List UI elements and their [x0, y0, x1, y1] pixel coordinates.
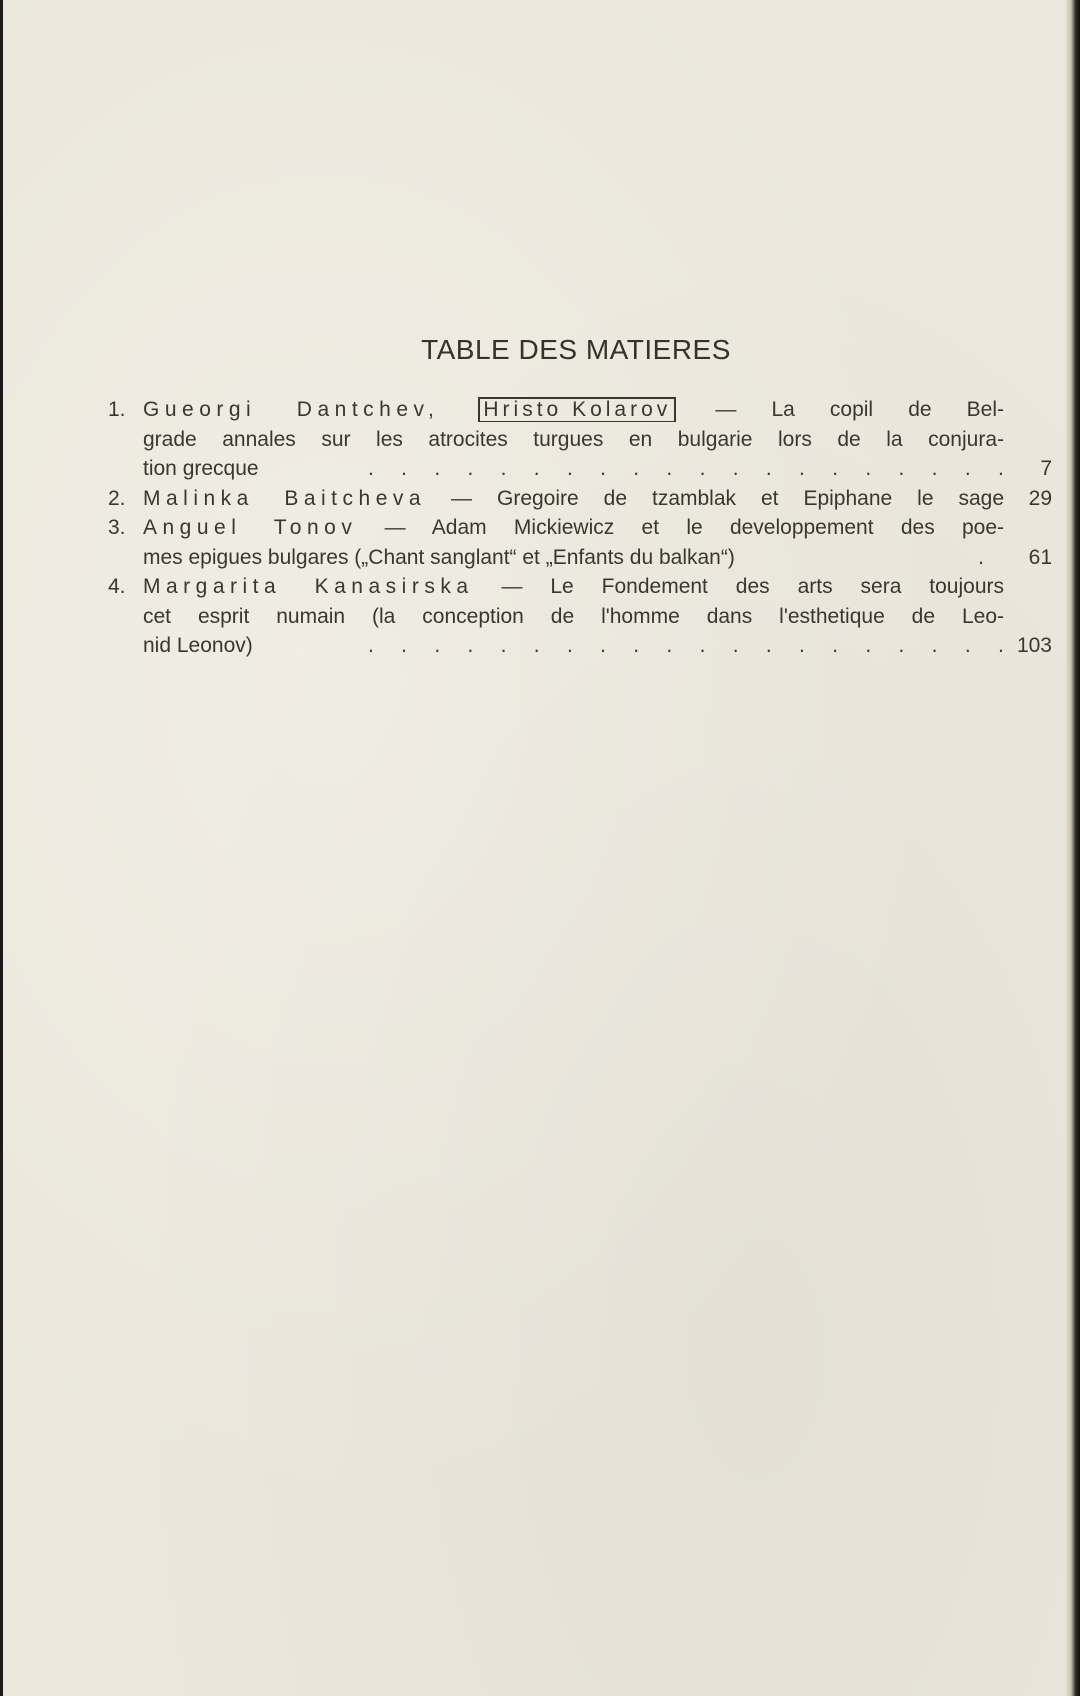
entry-page-number: 7 — [1040, 457, 1052, 480]
entry-author: Margarita Kanasirska — [143, 575, 474, 598]
entry-title-line: nid Leonov) — [143, 634, 253, 657]
entry-author: Malinka Baitcheva — [143, 486, 427, 510]
entry-number: 2. — [108, 486, 126, 510]
entry-page-number: 29 — [1028, 486, 1052, 510]
toc-entry-1 — [108, 395, 1052, 484]
toc-entry-4 — [108, 572, 1052, 661]
entry-title-line: mes epigues bulgares („Chant sanglant“ et „Enfants du balkan“) — [143, 545, 735, 569]
entry-number: 1. — [108, 398, 126, 421]
leader-dots: . . . . . . . . . . . . . . . . . . . . — [368, 457, 1004, 480]
entry-title-line: — Adam Mickiewicz et le developpement des poe- — [384, 516, 1005, 539]
page-left-edge — [0, 0, 3, 1696]
leader-dots: . — [978, 545, 984, 569]
entry-number: 4. — [108, 575, 126, 598]
entry-title-line: tion grecque — [143, 457, 259, 480]
entry-page-number: 103 — [1016, 634, 1052, 657]
entry-coauthor-boxed: Hristo Kolarov — [478, 397, 676, 422]
entry-number: 3. — [108, 516, 126, 539]
entry-author: Gueorgi Dantchev, — [143, 398, 440, 421]
entry-author: Anguel Tonov — [143, 516, 358, 539]
entry-title-line: grade annales sur les atrocites turgues en bulgarie lors de la conjura- — [143, 427, 1004, 451]
entry-title-line: — Le Fondement des arts sera toujours — [501, 575, 1005, 598]
toc-entry-3 — [108, 513, 1052, 572]
entry-page-number: 61 — [1028, 545, 1052, 569]
page-title: TABLE DES MATIERES — [421, 334, 731, 365]
page-right-edge — [1066, 0, 1080, 1696]
toc-entry-2 — [108, 484, 1052, 514]
entry-title-line: — Gregoire de tzamblak et Epiphane le sage — [451, 486, 1005, 510]
entry-title-line: cet esprit numain (la conception de l'homme dans l'esthetique de Leo- — [143, 604, 1004, 628]
table-of-contents — [108, 395, 1052, 661]
leader-dots: . . . . . . . . . . . . . . . . . . . . — [368, 634, 1004, 657]
entry-title-line: — La copil de Bel- — [715, 398, 1004, 421]
